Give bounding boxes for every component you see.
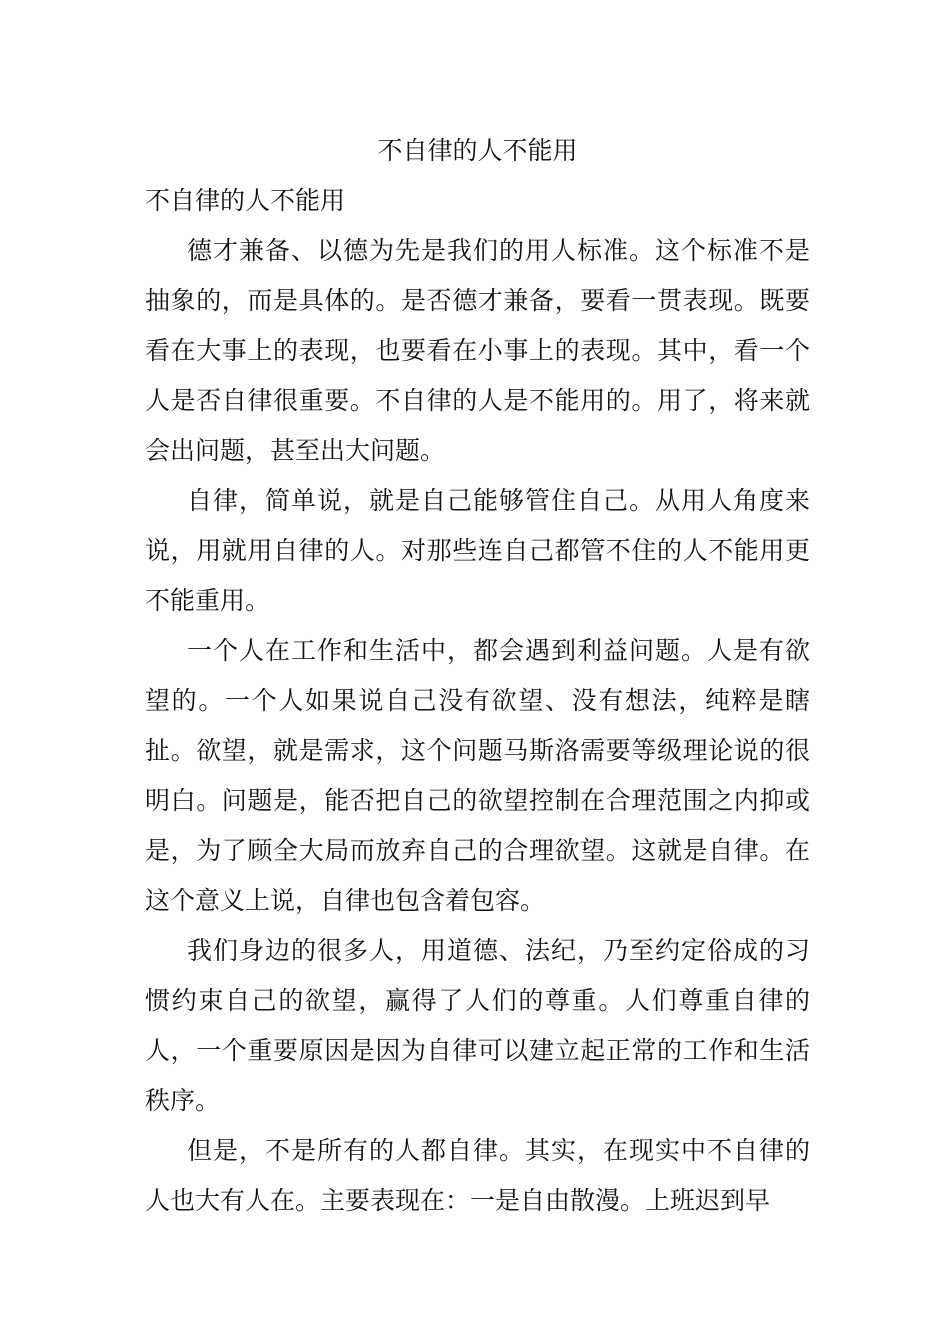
document-subtitle: 不自律的人不能用 xyxy=(145,186,346,215)
paragraph: 德才兼备、以德为先是我们的用人标准。这个标准不是抽象的，而是具体的。是否德才兼备，要看一贯表现。既要看在大事上的表现，也要看在小事上的表现。其中，看一个人是否自律很重要。不自律的人是不能用的。用了，将来就会出问题，甚至出大问题。 xyxy=(145,236,810,465)
paragraph: 自律，简单说，就是自己能够管住自己。从用人角度来说，用就用自律的人。对那些连自己都管不住的人不能用更不能重用。 xyxy=(145,486,810,615)
paragraph: 我们身边的很多人，用道德、法纪，乃至约定俗成的习惯约束自己的欲望，赢得了人们的尊重。人们尊重自律的人，一个重要原因是因为自律可以建立起正常的工作和生活秩序。 xyxy=(145,936,810,1115)
document-title: 不自律的人不能用 xyxy=(377,136,578,165)
paragraph: 但是，不是所有的人都自律。其实，在现实中不自律的人也大有人在。主要表现在：一是自由散漫。上班迟到早 xyxy=(145,1136,810,1215)
paragraph: 一个人在工作和生活中，都会遇到利益问题。人是有欲望的。一个人如果说自己没有欲望、没有想法，纯粹是瞎扯。欲望，就是需求，这个问题马斯洛需要等级理论说的很明白。问题是，能否把自己的欲望控制在合理范围之内抑或是，为了顾全大局而放弃自己的合理欲望。这就是自律。在这个意义上说，自律也包含着包容。 xyxy=(145,636,810,915)
